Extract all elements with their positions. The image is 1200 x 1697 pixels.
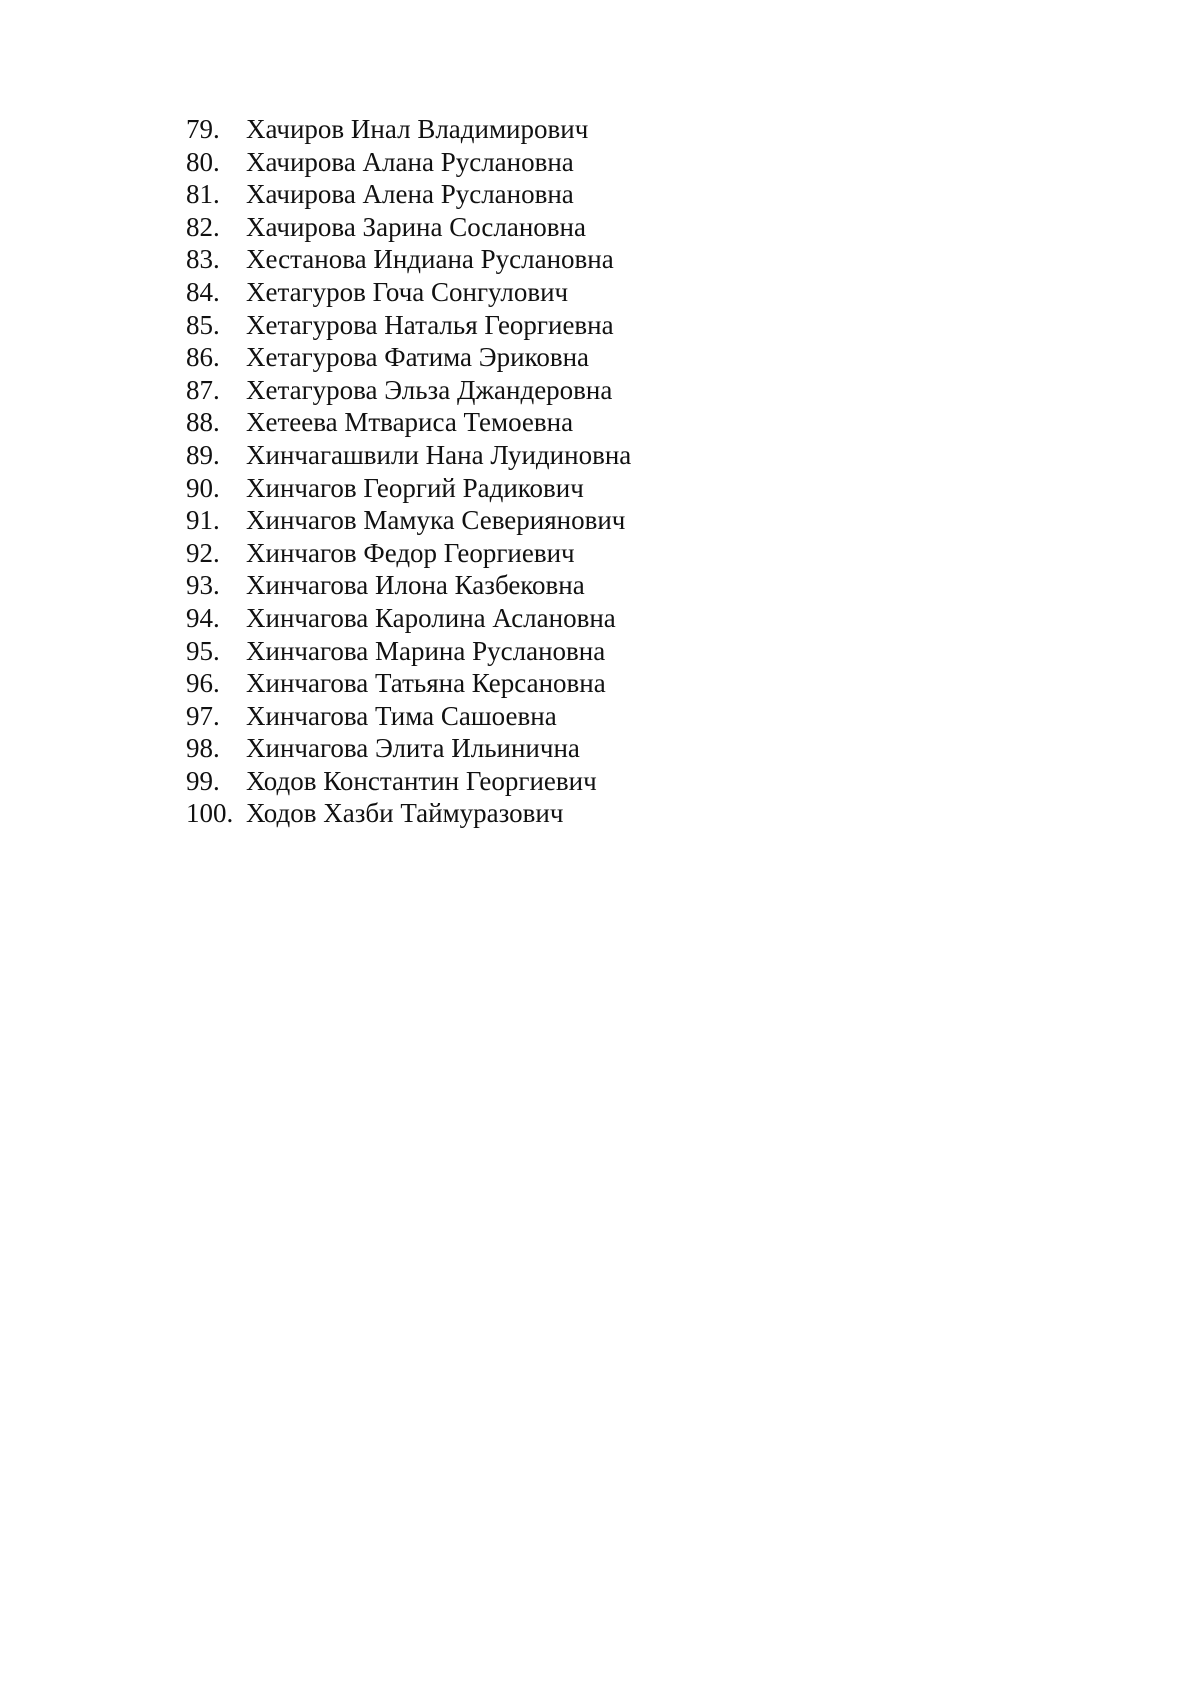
item-name: Ходов Хазби Таймуразович bbox=[246, 798, 564, 829]
item-name: Хинчагов Федор Георгиевич bbox=[246, 537, 575, 568]
item-number: 94. bbox=[186, 602, 220, 633]
item-number: 84. bbox=[186, 276, 220, 307]
item-name: Ходов Константин Георгиевич bbox=[246, 765, 597, 796]
list-item bbox=[186, 766, 631, 799]
item-name: Хетагурова Эльза Джандеровна bbox=[246, 374, 613, 405]
item-name: Хинчагова Тима Сашоевна bbox=[246, 700, 557, 731]
item-name: Хетагурова Фатима Эриковна bbox=[246, 342, 589, 373]
item-name: Хачиров Инал Владимирович bbox=[246, 114, 589, 144]
list-item bbox=[186, 114, 631, 147]
list-item bbox=[186, 342, 631, 375]
item-name: Хетагурова Наталья Георгиевна bbox=[246, 309, 614, 340]
item-name: Хинчагова Марина Руслановна bbox=[246, 635, 606, 666]
item-number: 81. bbox=[186, 179, 220, 210]
name-list bbox=[186, 114, 631, 831]
item-number: 99. bbox=[186, 765, 220, 796]
item-number: 97. bbox=[186, 700, 220, 731]
list-item bbox=[186, 570, 631, 603]
item-name: Хинчагова Каролина Аслановна bbox=[246, 602, 616, 633]
item-name: Хинчагов Георгий Радикович bbox=[246, 472, 584, 503]
list-item bbox=[186, 407, 631, 440]
item-name: Хетеева Мтвариса Темоевна bbox=[246, 407, 574, 438]
item-number: 100. bbox=[186, 798, 234, 829]
item-number: 90. bbox=[186, 472, 220, 503]
list-item bbox=[186, 603, 631, 636]
list-item bbox=[186, 636, 631, 669]
list-item bbox=[186, 147, 631, 180]
item-number: 79. bbox=[186, 114, 220, 144]
list-item bbox=[186, 733, 631, 766]
item-number: 95. bbox=[186, 635, 220, 666]
item-name: Хачирова Алана Руслановна bbox=[246, 146, 574, 177]
item-name: Хинчагова Элита Ильинична bbox=[246, 733, 580, 764]
item-number: 80. bbox=[186, 146, 220, 177]
item-name: Хестанова Индиана Руслановна bbox=[246, 244, 614, 275]
item-number: 85. bbox=[186, 309, 220, 340]
item-number: 96. bbox=[186, 668, 220, 699]
list-item bbox=[186, 473, 631, 506]
item-number: 89. bbox=[186, 439, 220, 470]
item-number: 83. bbox=[186, 244, 220, 275]
item-number: 82. bbox=[186, 211, 220, 242]
item-name: Хачирова Алена Руслановна bbox=[246, 179, 574, 210]
list-item bbox=[186, 538, 631, 571]
list-item bbox=[186, 798, 631, 831]
item-number: 98. bbox=[186, 733, 220, 764]
list-item bbox=[186, 179, 631, 212]
list-item bbox=[186, 505, 631, 538]
item-name: Хинчагашвили Нана Луидиновна bbox=[246, 439, 632, 470]
item-number: 86. bbox=[186, 342, 220, 373]
list-item bbox=[186, 440, 631, 473]
list-item bbox=[186, 375, 631, 408]
item-name: Хинчагов Мамука Севериянович bbox=[246, 505, 626, 536]
item-number: 91. bbox=[186, 505, 220, 536]
item-number: 88. bbox=[186, 407, 220, 438]
item-number: 93. bbox=[186, 570, 220, 601]
item-number: 92. bbox=[186, 537, 220, 568]
item-name: Хинчагова Татьяна Керсановна bbox=[246, 668, 606, 699]
list-item bbox=[186, 212, 631, 245]
item-name: Хинчагова Илона Казбековна bbox=[246, 570, 585, 601]
list-item bbox=[186, 310, 631, 343]
item-number: 87. bbox=[186, 374, 220, 405]
item-name: Хачирова Зарина Сослановна bbox=[246, 211, 586, 242]
list-item bbox=[186, 701, 631, 734]
list-item bbox=[186, 277, 631, 310]
item-name: Хетагуров Гоча Сонгулович bbox=[246, 276, 569, 307]
list-item bbox=[186, 668, 631, 701]
list-item bbox=[186, 244, 631, 277]
